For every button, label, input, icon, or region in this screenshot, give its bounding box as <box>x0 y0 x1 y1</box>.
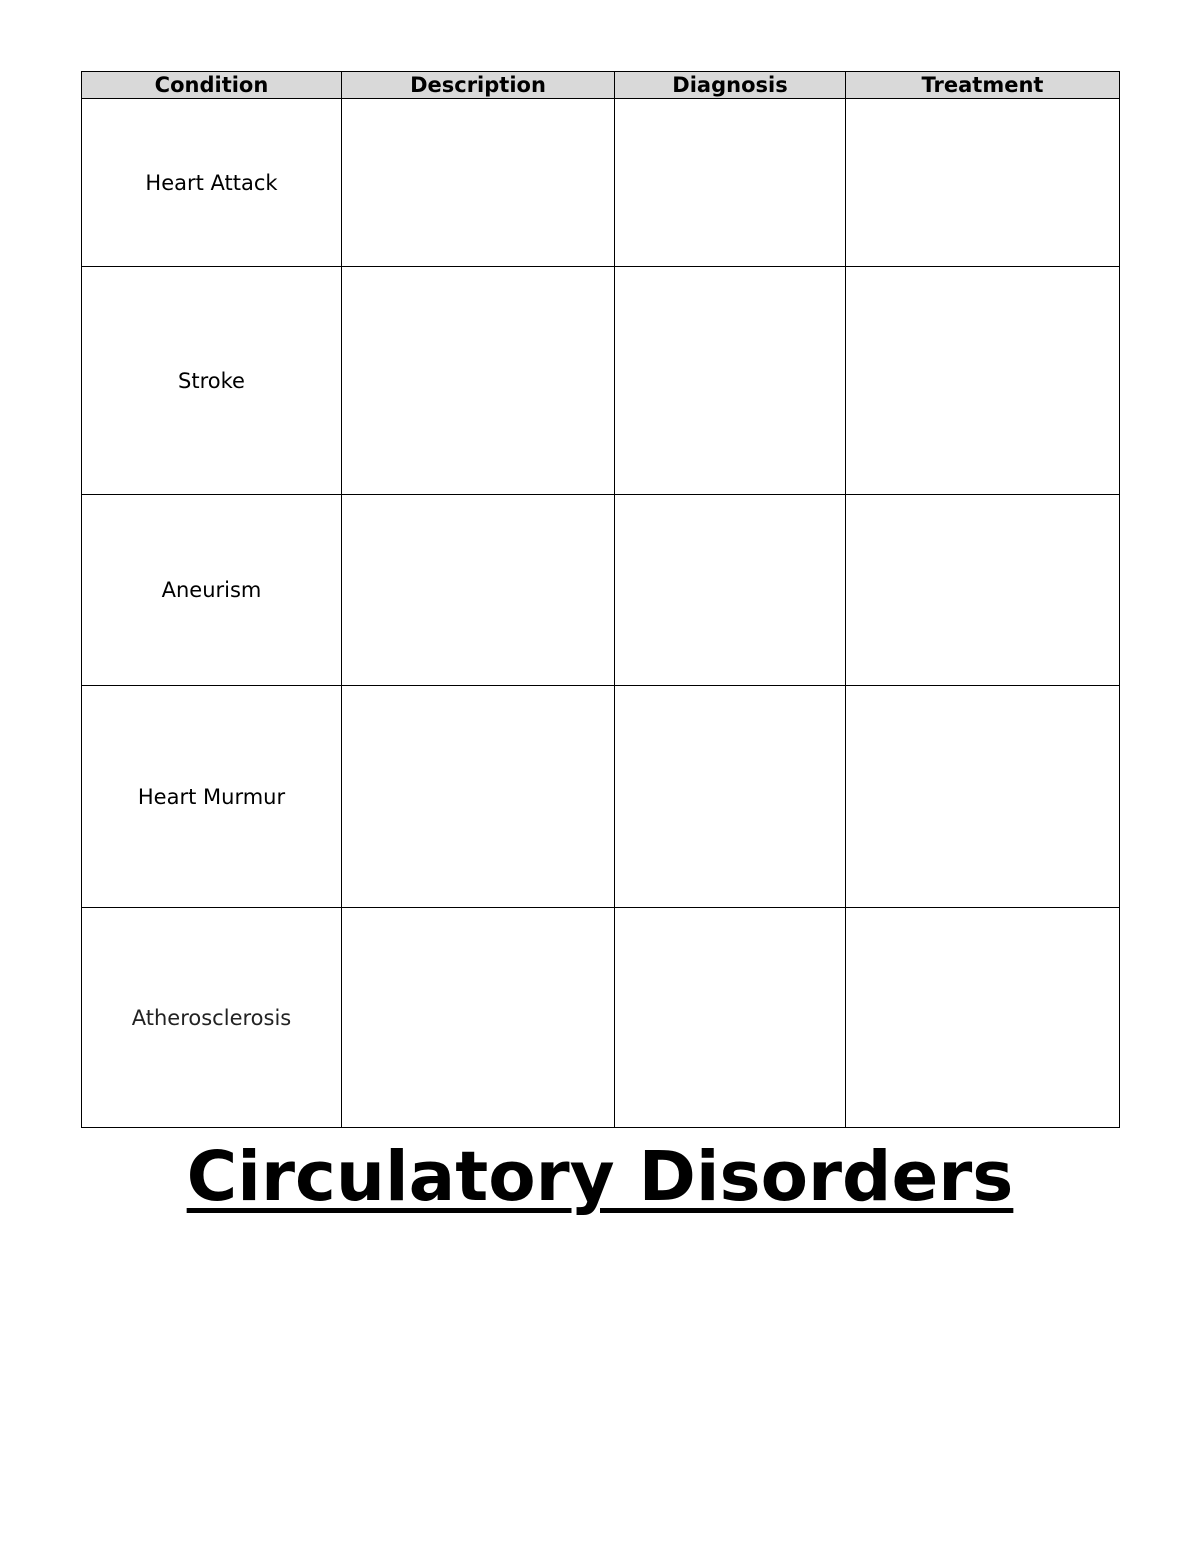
diagnosis-cell[interactable] <box>615 99 846 267</box>
header-diagnosis: Diagnosis <box>615 72 846 99</box>
treatment-cell[interactable] <box>846 686 1120 908</box>
table-header-row <box>82 72 1120 99</box>
description-cell[interactable] <box>342 686 615 908</box>
condition-cell: Aneurism <box>82 495 342 686</box>
condition-cell: Heart Murmur <box>82 686 342 908</box>
table-row <box>82 686 1120 908</box>
diagnosis-cell[interactable] <box>615 908 846 1128</box>
header-treatment: Treatment <box>846 72 1120 99</box>
header-condition: Condition <box>82 72 342 99</box>
condition-cell: Heart Attack <box>82 99 342 267</box>
table-row <box>82 495 1120 686</box>
condition-cell: Atherosclerosis <box>82 908 342 1128</box>
page-title: Circulatory Disorders <box>186 1137 1014 1217</box>
treatment-cell[interactable] <box>846 99 1120 267</box>
treatment-cell[interactable] <box>846 267 1120 495</box>
treatment-cell[interactable] <box>846 495 1120 686</box>
diagnosis-cell[interactable] <box>615 686 846 908</box>
table-row <box>82 99 1120 267</box>
diagnosis-cell[interactable] <box>615 495 846 686</box>
condition-cell: Stroke <box>82 267 342 495</box>
table-row <box>82 267 1120 495</box>
description-cell[interactable] <box>342 908 615 1128</box>
description-cell[interactable] <box>342 267 615 495</box>
header-description: Description <box>342 72 615 99</box>
treatment-cell[interactable] <box>846 908 1120 1128</box>
diagnosis-cell[interactable] <box>615 267 846 495</box>
description-cell[interactable] <box>342 99 615 267</box>
circulatory-disorders-table <box>81 71 1120 1128</box>
table-row <box>82 908 1120 1128</box>
description-cell[interactable] <box>342 495 615 686</box>
